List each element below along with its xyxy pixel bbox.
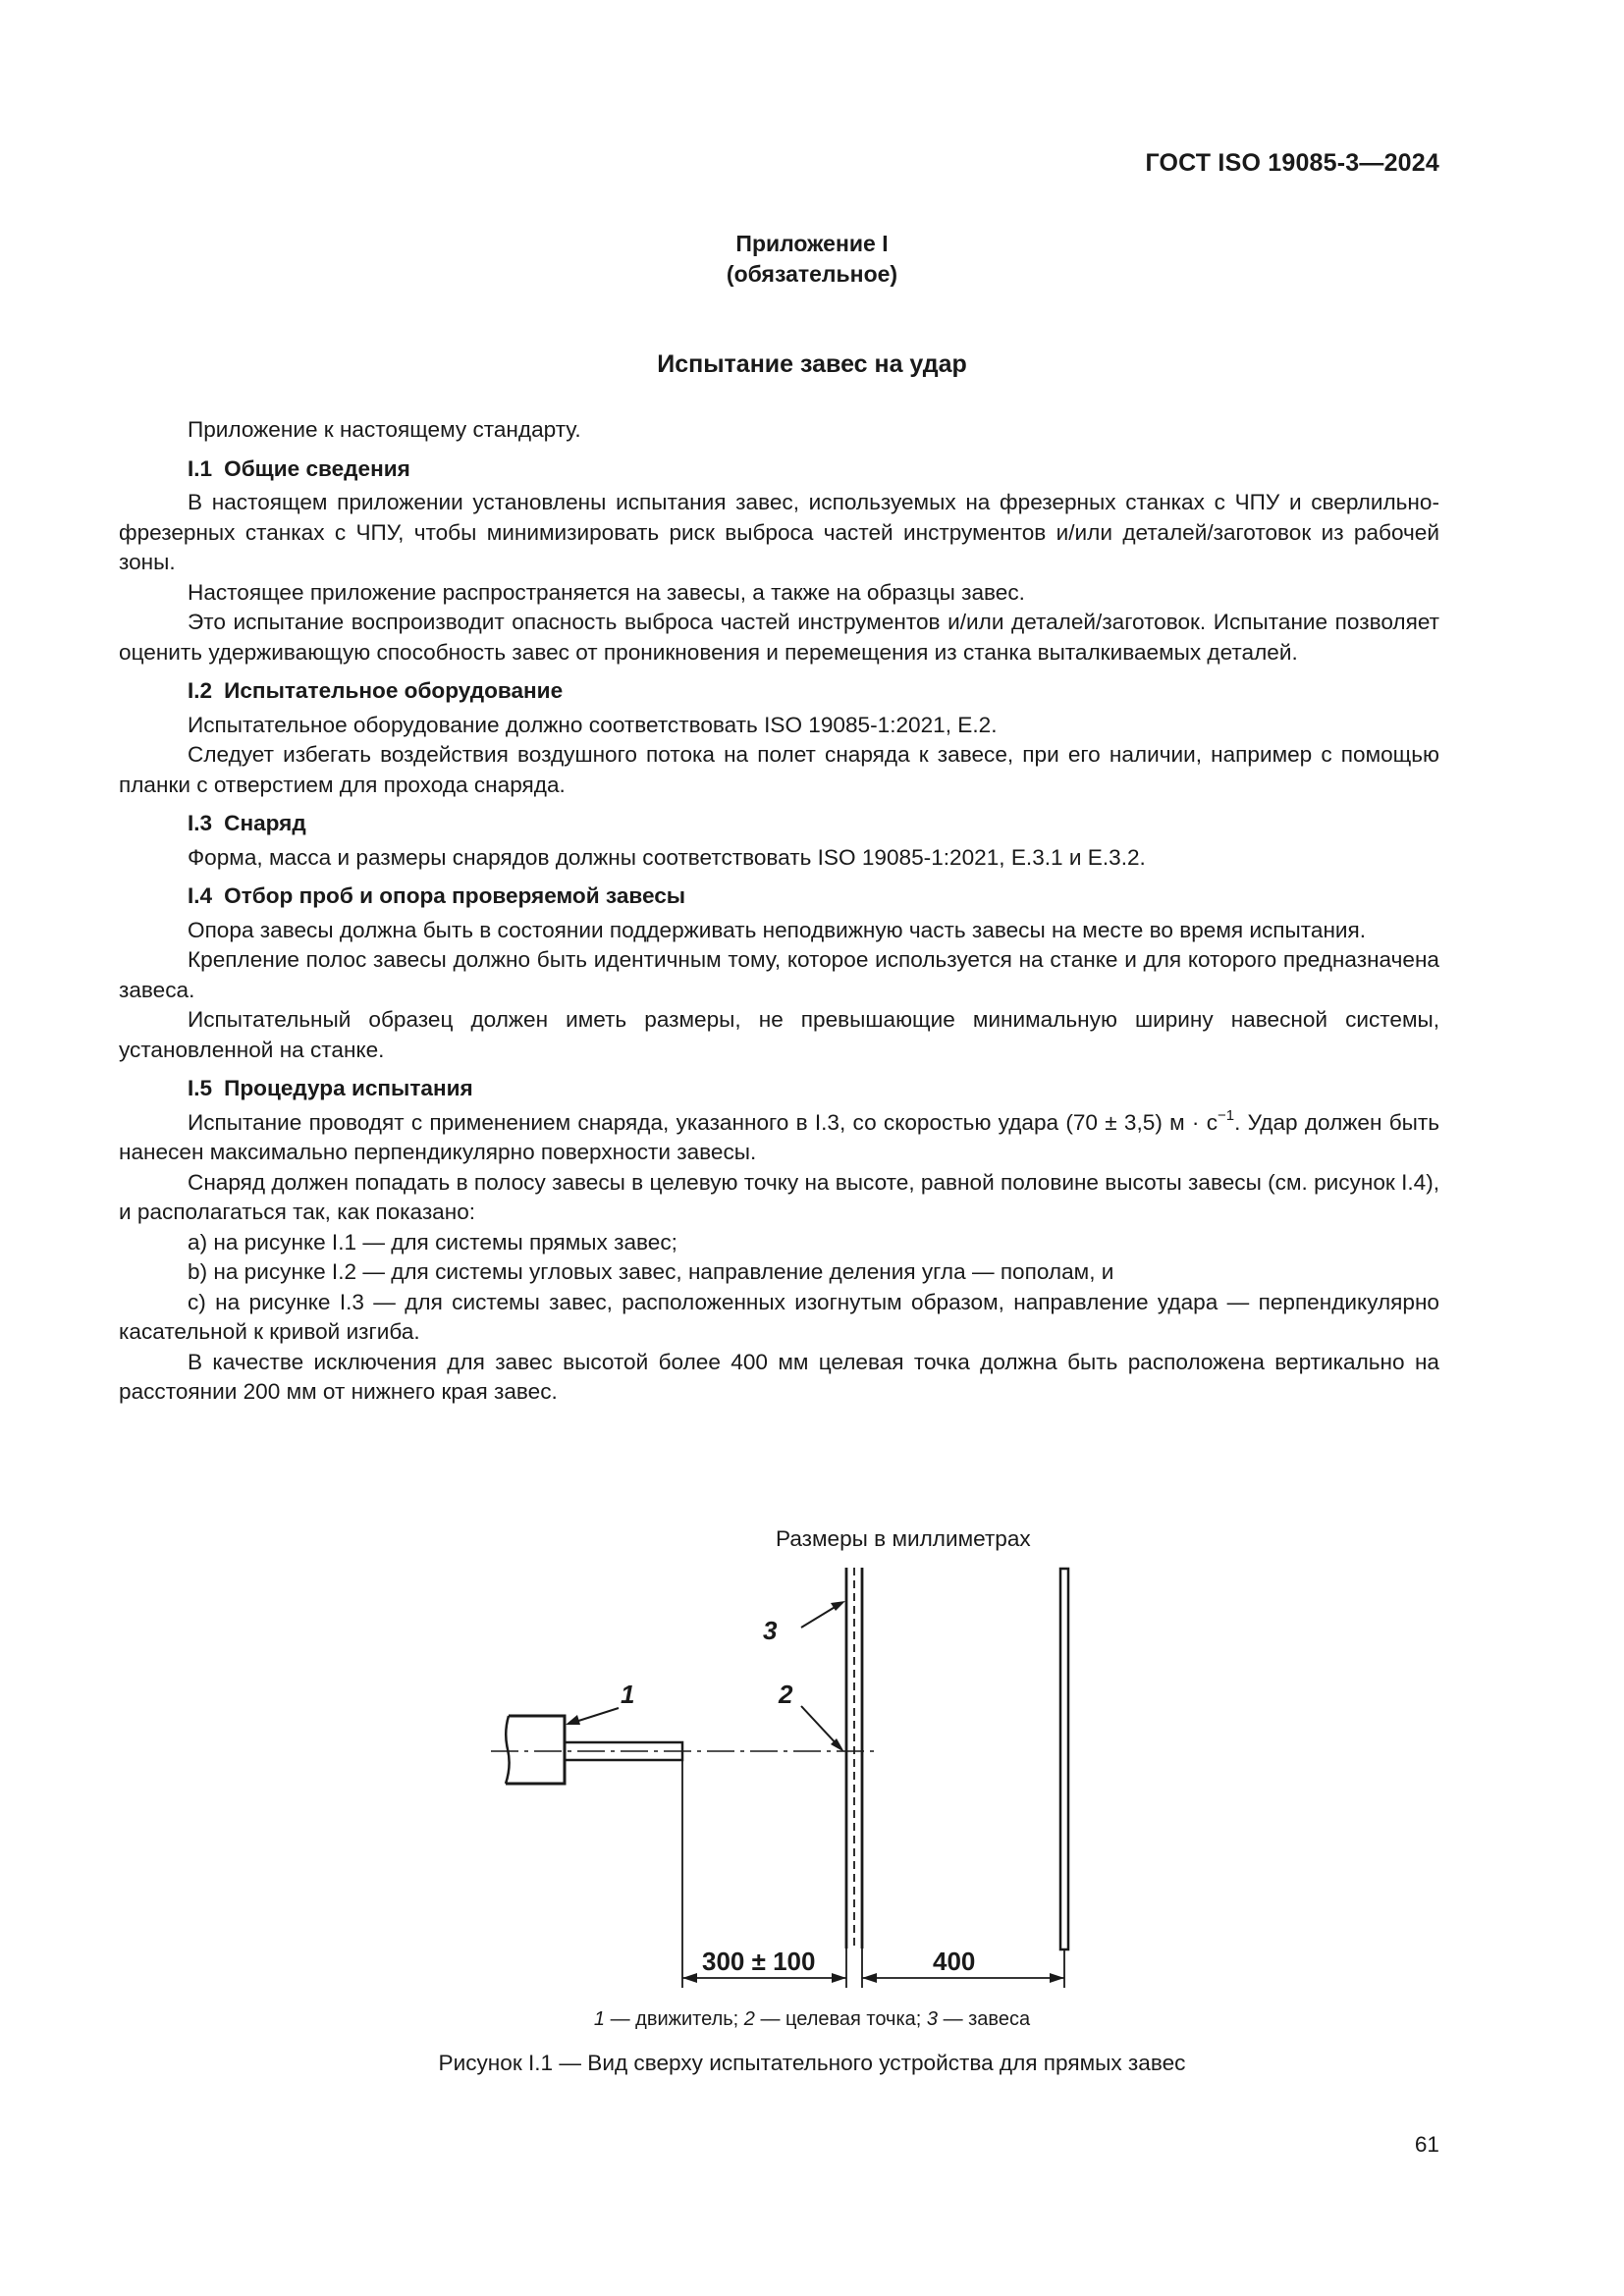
legend-text: — целевая точка; <box>754 2008 927 2030</box>
callout-3: 3 <box>763 1616 778 1645</box>
dimension-400: 400 <box>933 1947 976 1976</box>
legend-number: 1 <box>593 2008 606 2030</box>
paragraph: Форма, масса и размеры снарядов должны соответствовать ISO 19085-1:2021, Е.3.1 и Е.3.2. <box>188 844 1146 870</box>
legend-number: 2 <box>743 2008 755 2030</box>
section-heading <box>119 881 1439 912</box>
paragraph: В настоящем приложении установлены испытания завес, используемых на фрезерных станках с ЧПУ и сверлильно-фрезерных станках с ЧПУ, чтобы минимизировать риск выброса частей инструментов и/или деталей/заготовок из рабочей зоны. <box>119 490 1439 574</box>
paragraph: Испытательный образец должен иметь размеры, не превышающие минимальную ширину навесной системы, установленной на станке. <box>119 1007 1439 1062</box>
section-number: I.3 <box>188 811 213 835</box>
list-item: a) на рисунке I.1 — для системы прямых завес; <box>188 1229 677 1255</box>
section-number: I.2 <box>188 678 213 703</box>
annex-heading <box>0 229 1624 290</box>
paragraph: Крепление полос завесы должно быть идентичным тому, которое используется на станке и для которого предназначена завеса. <box>119 947 1439 1002</box>
section-title: Снаряд <box>224 811 306 835</box>
arrowhead <box>832 1973 846 1983</box>
launcher-body <box>506 1716 565 1784</box>
section-title: Испытательное оборудование <box>224 678 564 703</box>
arrowhead <box>566 1715 580 1725</box>
paragraph: Опора завесы должна быть в состоянии поддерживать неподвижную часть завесы на месте во время испытания. <box>188 917 1367 942</box>
annex-status: (обязательное) <box>726 261 898 287</box>
document-body <box>119 415 1439 1408</box>
legend-text: — движитель; <box>605 2008 744 2030</box>
paragraph: Это испытание воспроизводит опасность выброса частей инструментов и/или деталей/заготовок. Испытание позволяет оценить удерживающую способность завес от проникновения и перемещения из станка выталкиваемых деталей. <box>119 610 1439 665</box>
arrowhead <box>1050 1973 1064 1983</box>
page-number: 61 <box>1414 2132 1439 2157</box>
paragraph-text: Испытание проводят с применением снаряда, указанного в I.3, со скоростью удара (70 ± 3,5) м · с <box>188 1109 1218 1135</box>
callout-1: 1 <box>621 1680 635 1709</box>
leader-line <box>801 1706 839 1747</box>
section-number: I.1 <box>188 455 213 481</box>
section-title: Процедура испытания <box>224 1076 473 1100</box>
section-heading <box>119 454 1439 485</box>
figure-units-note: Размеры в миллиметрах <box>776 1526 1031 1551</box>
section-heading <box>119 676 1439 707</box>
section-title: Отбор проб и опора проверяемой завесы <box>224 883 686 908</box>
paragraph: Настоящее приложение распространяется на завесы, а также на образцы завес. <box>188 579 1025 605</box>
paragraph: В качестве исключения для завес высотой более 400 мм целевая точка должна быть расположена вертикально на расстоянии 200 мм от нижнего края завес. <box>119 1349 1439 1404</box>
figure-diagram <box>471 1556 1100 1998</box>
callout-2: 2 <box>779 1680 793 1709</box>
arrowhead <box>682 1973 697 1983</box>
intro-paragraph: Приложение к настоящему стандарту. <box>188 417 581 442</box>
annex-label: Приложение I <box>735 231 889 256</box>
paragraph-text: . Удар должен быть нанесен максимально перпендикулярно поверхности завесы. <box>119 1109 1439 1164</box>
figure-legend <box>0 2008 1624 2031</box>
paragraph: Следует избегать воздействия воздушного потока на полет снаряда к завесе, при его наличии, например с помощью планки с отверстием для прохода снаряда. <box>119 742 1439 797</box>
legend-number: 3 <box>926 2008 939 2030</box>
paragraph <box>119 1108 1439 1168</box>
back-plate <box>1060 1569 1068 1949</box>
annex-title: Испытание завес на удар <box>657 350 967 378</box>
list-item: c) на рисунке I.3 — для системы завес, расположенных изогнутым образом, направление удара — перпендикулярно касательной к кривой изгиба. <box>119 1289 1439 1344</box>
legend-text: — завеса <box>938 2008 1031 2030</box>
section-heading <box>119 809 1439 839</box>
launcher-break <box>506 1716 510 1784</box>
paragraph: Снаряд должен попадать в полосу завесы в целевую точку на высоте, равной половине высоты завесы (см. рисунок I.4), и располагаться так, как показано: <box>119 1169 1439 1224</box>
superscript: −1 <box>1218 1106 1235 1124</box>
arrowhead <box>862 1973 877 1983</box>
list-item: b) на рисунке I.2 — для системы угловых завес, направление деления угла — пополам, и <box>188 1259 1114 1284</box>
section-heading <box>119 1074 1439 1104</box>
dimension-300: 300 ± 100 <box>702 1947 816 1976</box>
section-number: I.4 <box>188 883 213 908</box>
figure-caption: Рисунок I.1 — Вид сверху испытательного устройства для прямых завес <box>438 2051 1186 2075</box>
paragraph: Испытательное оборудование должно соответствовать ISO 19085-1:2021, Е.2. <box>188 712 998 737</box>
section-number: I.5 <box>188 1076 213 1100</box>
leader-line <box>572 1708 619 1723</box>
section-title: Общие сведения <box>224 455 410 481</box>
standard-code: ГОСТ ISO 19085-3—2024 <box>1145 149 1439 177</box>
